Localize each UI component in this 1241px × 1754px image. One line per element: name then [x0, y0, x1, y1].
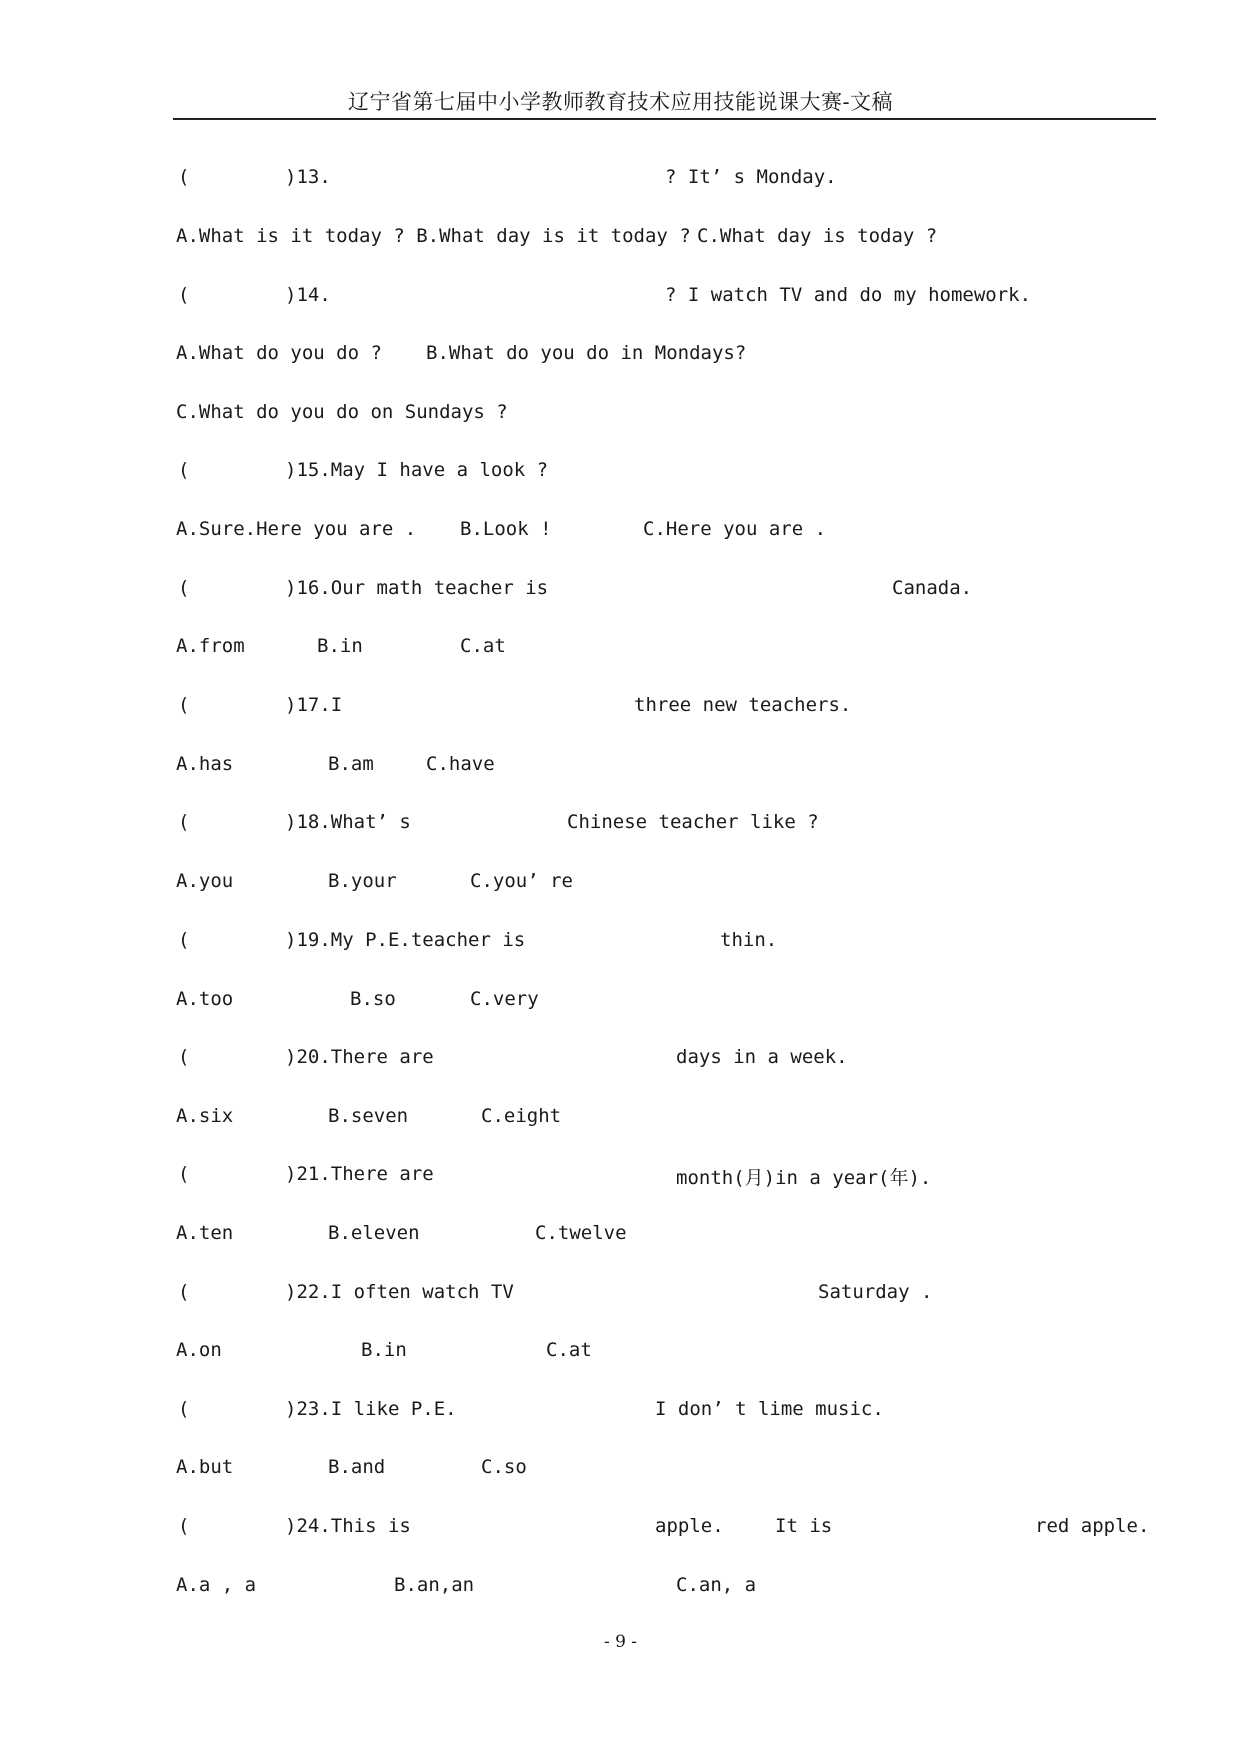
question-stem: )14. [285, 284, 331, 306]
option-b: B.and [328, 1456, 386, 1478]
option-a: A.has [176, 753, 234, 775]
question-tail-3: red apple. [1035, 1515, 1150, 1537]
question-tail-2: It is [775, 1515, 833, 1537]
option-b: B.eleven [328, 1222, 420, 1244]
answer-paren: ( [178, 577, 190, 599]
option-c: C.Here you are . [643, 518, 827, 540]
question-stem: )21.There are [285, 1163, 434, 1185]
option-a: A.ten [176, 1222, 234, 1244]
option-a: A.but [176, 1456, 234, 1478]
option-c: C.at [546, 1339, 592, 1361]
question-tail: Canada. [892, 577, 973, 599]
option-c: C.so [481, 1456, 527, 1478]
option-c: C.have [426, 753, 495, 775]
option-a: A.What do you do ? [176, 342, 382, 364]
option-c: C.twelve [535, 1222, 627, 1244]
question-stem: )13. [285, 166, 331, 188]
option-b: B.in [317, 635, 363, 657]
question-tail: ? It’ s Monday. [665, 166, 837, 188]
answer-paren: ( [178, 929, 190, 951]
option-c: C.eight [481, 1105, 562, 1127]
question-stem: )16.Our math teacher is [285, 577, 549, 599]
question-stem: )23.I like P.E. [285, 1398, 457, 1420]
option-b: B.What do you do in Mondays? [426, 342, 747, 364]
option-c: C.What do you do on Sundays ? [176, 401, 508, 423]
question-tail: three new teachers. [634, 694, 852, 716]
option-b: B.an,an [394, 1574, 475, 1596]
option-a: A.a , a [176, 1574, 257, 1596]
option-b: B.am [328, 753, 374, 775]
answer-paren: ( [178, 459, 190, 481]
question-tail: month(月)in a year(年). [676, 1167, 932, 1189]
option-b: B.so [350, 988, 396, 1010]
option-a: A.from [176, 635, 245, 657]
option-c: C.an, a [676, 1574, 757, 1596]
answer-paren: ( [178, 284, 190, 306]
option-c: C.very [470, 988, 539, 1010]
answer-paren: ( [178, 166, 190, 188]
header-rule [173, 118, 1156, 120]
answer-paren: ( [178, 694, 190, 716]
question-stem: )17.I [285, 694, 343, 716]
question-tail: ? I watch TV and do my homework. [665, 284, 1032, 306]
option-b: B.seven [328, 1105, 409, 1127]
option-a: A.too [176, 988, 234, 1010]
question-tail: Saturday . [818, 1281, 933, 1303]
option-b: B.Look ! [460, 518, 552, 540]
answer-paren: ( [178, 1515, 190, 1537]
question-tail: thin. [720, 929, 778, 951]
option-a: A.What is it today ? B.What day is it today ? [176, 225, 691, 247]
answer-paren: ( [178, 1281, 190, 1303]
question-stem: )24.This is [285, 1515, 411, 1537]
question-stem: )18.What’ s [285, 811, 411, 833]
answer-paren: ( [178, 1398, 190, 1420]
question-tail: Chinese teacher like ? [567, 811, 819, 833]
question-stem: )19.My P.E.teacher is [285, 929, 526, 951]
option-c: C.What day is today ? [697, 225, 938, 247]
option-b: B.in [361, 1339, 407, 1361]
option-a: A.you [176, 870, 234, 892]
question-tail: days in a week. [676, 1046, 848, 1068]
answer-paren: ( [178, 1046, 190, 1068]
page-header-title: 辽宁省第七届中小学教师教育技术应用技能说课大赛-文稿 [347, 90, 894, 114]
option-a: A.six [176, 1105, 234, 1127]
question-stem: )20.There are [285, 1046, 434, 1068]
option-c: C.you’ re [470, 870, 573, 892]
option-a: A.Sure.Here you are . [176, 518, 417, 540]
option-a: A.on [176, 1339, 222, 1361]
question-tail: I don’ t lime music. [655, 1398, 884, 1420]
answer-paren: ( [178, 1163, 190, 1185]
question-stem: )22.I often watch TV [285, 1281, 514, 1303]
page-number: - 9 - [603, 1632, 638, 1652]
option-b: B.your [328, 870, 397, 892]
answer-paren: ( [178, 811, 190, 833]
question-tail: apple. [655, 1515, 724, 1537]
option-c: C.at [460, 635, 506, 657]
question-stem: )15.May I have a look ? [285, 459, 549, 481]
